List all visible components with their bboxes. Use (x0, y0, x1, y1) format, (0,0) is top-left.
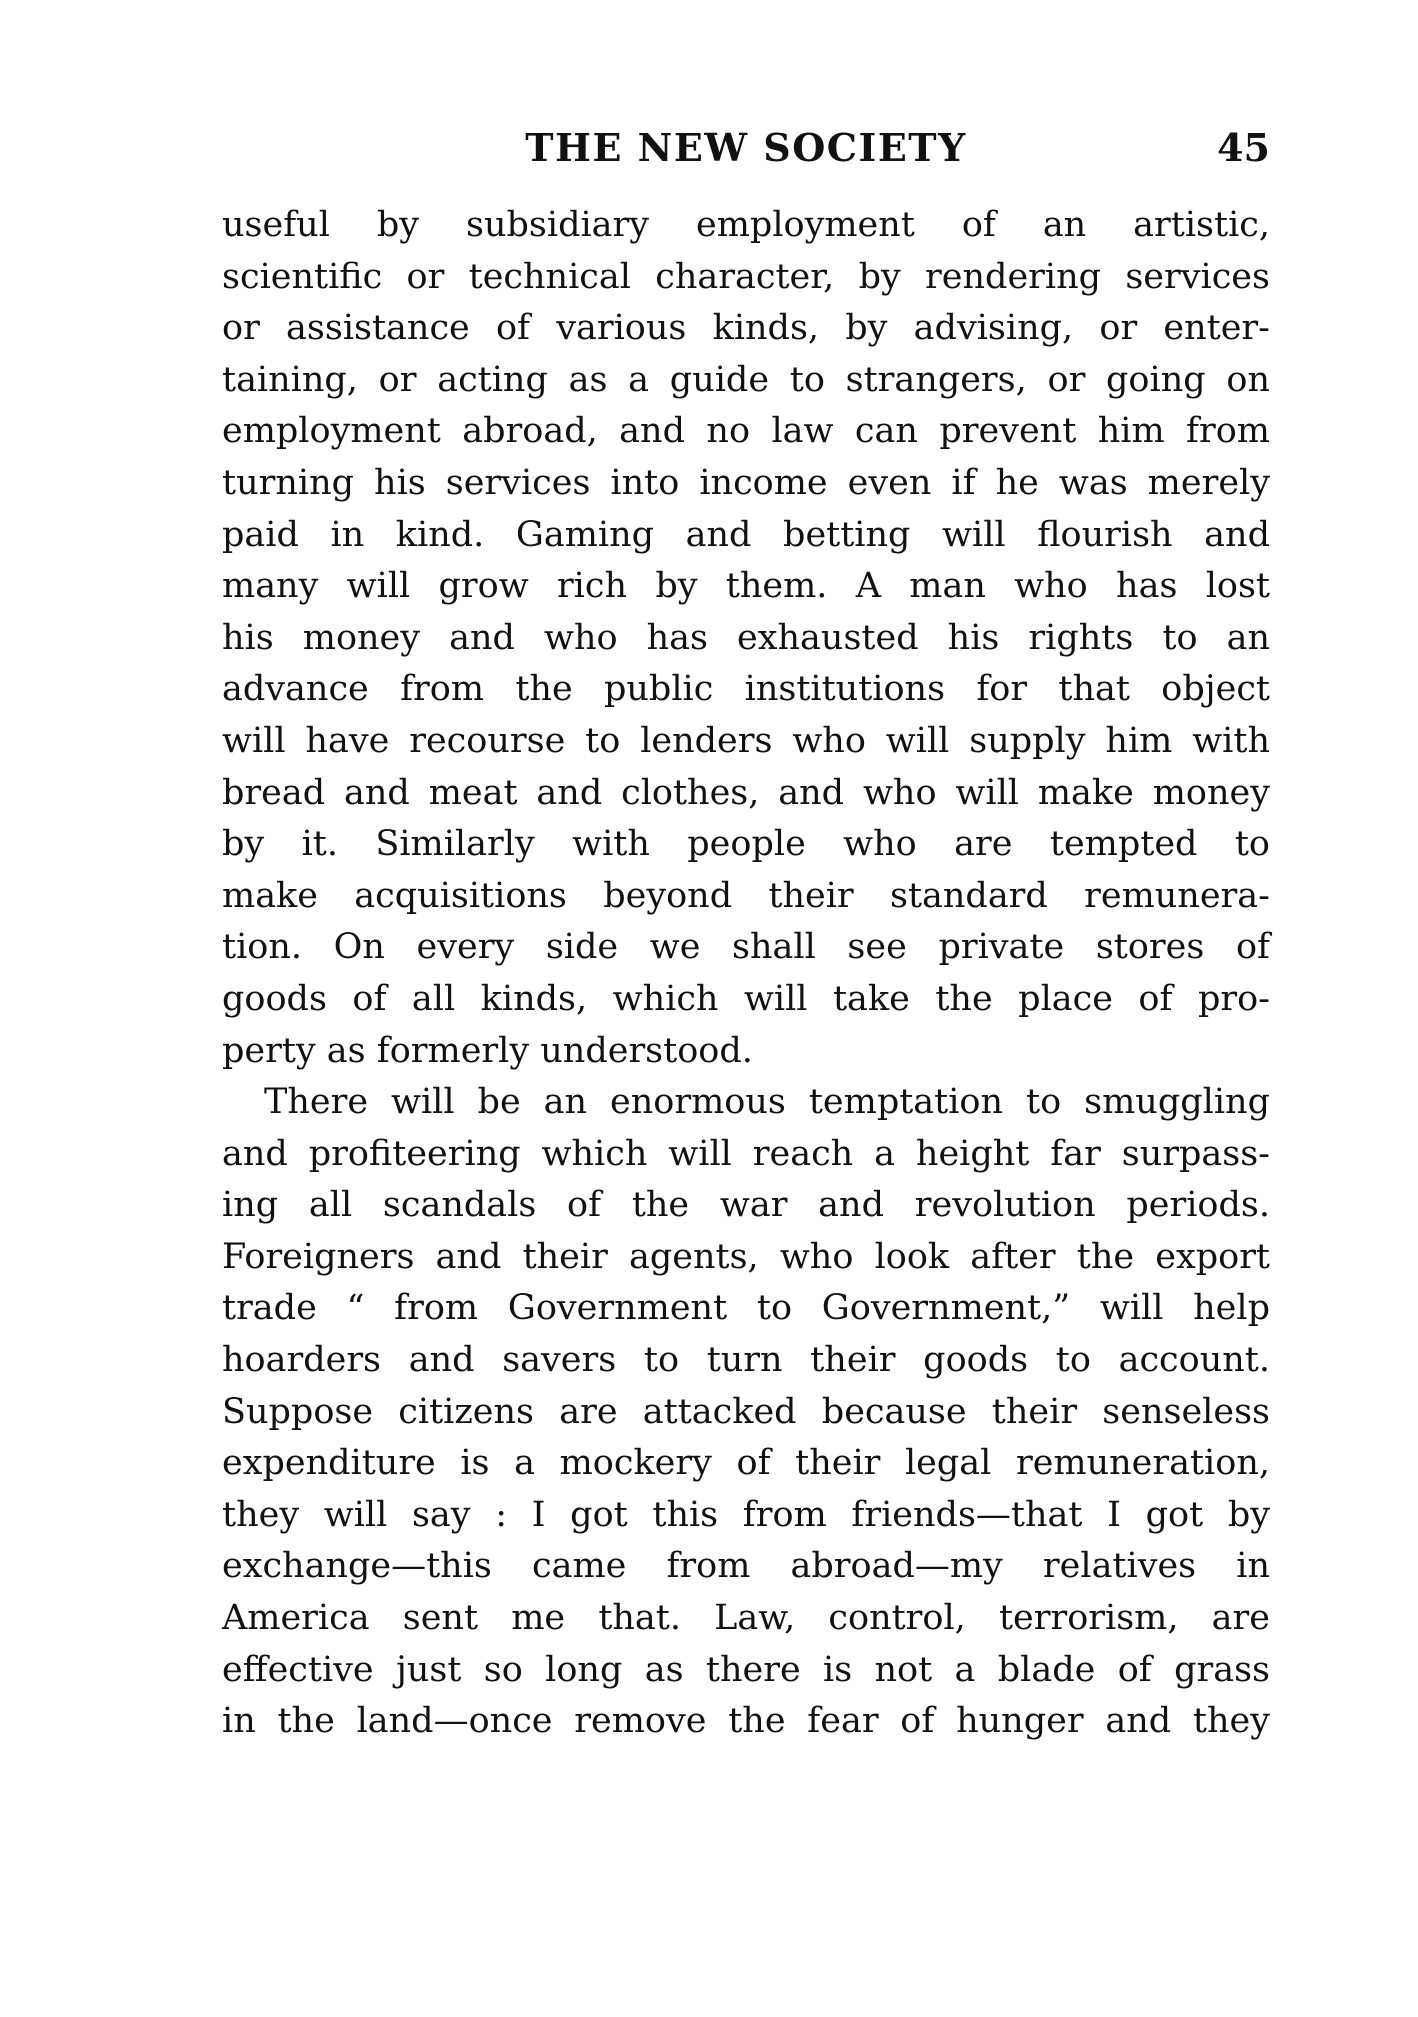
text-line: trade “ from Government to Government,” will help (222, 1288, 1270, 1329)
text-line: scientific or technical character, by rendering services (222, 256, 1270, 297)
text-line: make acquisitions beyond their standard remunera- (222, 875, 1270, 916)
text-line: they will say : I got this from friends—that I got by (222, 1494, 1270, 1535)
text-line: bread and meat and clothes, and who will make money (222, 772, 1270, 813)
text-line: will have recourse to lenders who will supply him with (222, 720, 1270, 761)
text-line: exchange—this came from abroad—my relatives in (222, 1546, 1270, 1587)
text-line: many will grow rich by them. A man who has lost (222, 566, 1270, 607)
text-line: hoarders and savers to turn their goods to account. (222, 1340, 1270, 1381)
text-line: advance from the public institutions for that object (222, 669, 1270, 710)
text-line: ing all scandals of the war and revolution periods. (222, 1185, 1270, 1226)
page-number: 45 (1217, 125, 1270, 170)
text-line: tion. On every side we shall see private stores of (222, 927, 1270, 968)
text-line: and profiteering which will reach a height far surpass- (222, 1133, 1270, 1174)
text-line: taining, or acting as a guide to strangers, or going on (222, 359, 1270, 400)
text-line: turning his services into income even if he was merely (222, 462, 1270, 503)
paragraph-start-line: There will be an enormous temptation to smuggling (264, 1082, 1270, 1123)
running-title: THE NEW SOCIETY (525, 125, 967, 170)
text-line: expenditure is a mockery of their legal remuneration, (222, 1443, 1270, 1484)
text-line: goods of all kinds, which will take the place of pro- (222, 978, 1270, 1019)
paragraph-end-line: perty as formerly understood. (222, 1030, 753, 1071)
text-line: or assistance of various kinds, by advising, or enter- (222, 308, 1270, 349)
text-line: Suppose citizens are attacked because their senseless (222, 1391, 1270, 1432)
text-line: paid in kind. Gaming and betting will flourish and (222, 514, 1270, 555)
text-line: America sent me that. Law, control, terrorism, are (222, 1598, 1270, 1639)
text-line: by it. Similarly with people who are tempted to (222, 824, 1270, 865)
text-line: his money and who has exhausted his rights to an (222, 617, 1270, 658)
text-line: employment abroad, and no law can prevent him from (222, 411, 1270, 452)
text-line: useful by subsidiary employment of an artistic, (222, 205, 1270, 245)
text-line: in the land—once remove the fear of hunger and they (222, 1701, 1270, 1742)
body-text (222, 200, 1270, 1748)
running-head (222, 118, 1270, 178)
text-line: effective just so long as there is not a blade of grass (222, 1649, 1270, 1690)
text-line: Foreigners and their agents, who look after the export (222, 1236, 1270, 1277)
